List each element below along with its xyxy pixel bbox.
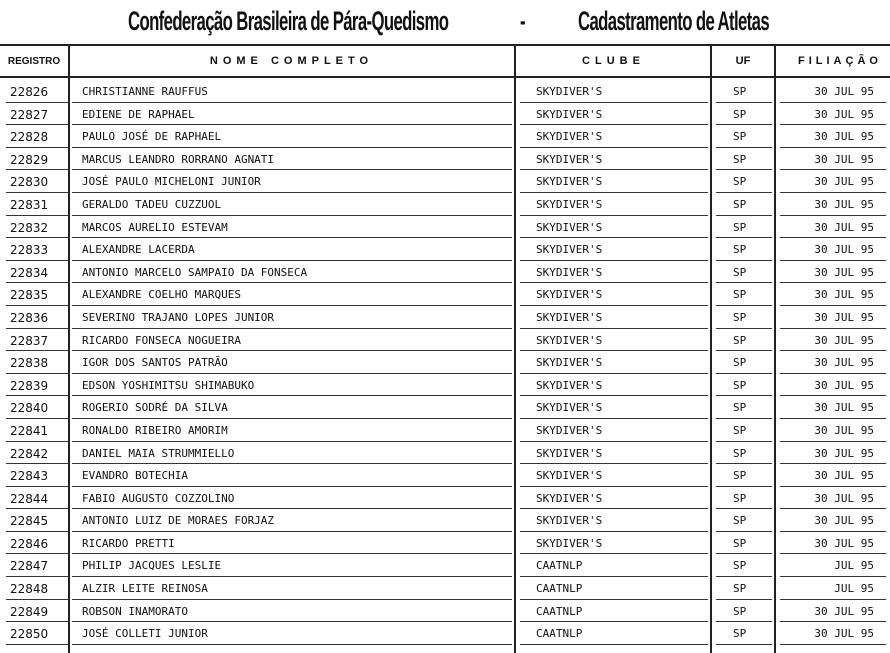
table-row <box>0 240 890 263</box>
title-subject: Cadastramento de Atletas <box>578 6 770 36</box>
filiacao-cell: JUL 95 <box>834 559 874 573</box>
underline-rule <box>780 599 886 600</box>
filiacao-cell: 30 JUL 95 <box>814 604 874 618</box>
underline-rule <box>6 599 68 600</box>
filiacao-cell: 30 JUL 95 <box>814 423 874 437</box>
athlete-list <box>0 82 890 647</box>
table-row <box>0 398 890 421</box>
registro-cell: 22848 <box>10 582 49 597</box>
header-clube: CLUBE <box>582 55 645 67</box>
underline-rule <box>716 237 772 238</box>
clube-cell: CAATNLP <box>536 604 583 618</box>
underline-rule <box>780 395 886 396</box>
table-row <box>0 556 890 579</box>
underline-rule <box>6 576 68 577</box>
clube-cell: SKYDIVER'S <box>536 310 603 324</box>
underline-rule <box>520 282 708 283</box>
underline-rule <box>520 395 708 396</box>
underline-rule <box>716 441 772 442</box>
underline-rule <box>780 553 886 554</box>
underline-rule <box>72 644 512 645</box>
uf-cell: SP <box>733 356 747 370</box>
filiacao-cell: 30 JUL 95 <box>814 107 874 121</box>
underline-rule <box>716 192 772 193</box>
underline-rule <box>716 621 772 622</box>
underline-rule <box>72 621 512 622</box>
underline-rule <box>780 418 886 419</box>
nome-cell: RONALDO RIBEIRO AMORIM <box>82 423 228 437</box>
table-row <box>0 444 890 467</box>
underline-rule <box>6 124 68 125</box>
filiacao-cell: 30 JUL 95 <box>814 197 874 211</box>
filiacao-cell: 30 JUL 95 <box>814 514 874 528</box>
underline-rule <box>6 237 68 238</box>
underline-rule <box>6 441 68 442</box>
nome-cell: PAULO JOSÉ DE RAPHAEL <box>82 130 222 144</box>
underline-rule <box>780 215 886 216</box>
underline-rule <box>780 328 886 329</box>
uf-cell: SP <box>733 333 747 347</box>
underline-rule <box>72 508 512 509</box>
underline-rule <box>72 169 512 170</box>
nome-cell: IGOR DOS SANTOS PATRÃO <box>82 356 228 370</box>
table-row <box>0 331 890 354</box>
clube-cell: SKYDIVER'S <box>536 401 603 415</box>
registro-cell: 22830 <box>10 175 49 190</box>
underline-rule <box>6 373 68 374</box>
underline-rule <box>716 328 772 329</box>
uf-cell: SP <box>733 582 747 596</box>
underline-rule <box>716 395 772 396</box>
nome-cell: ALZIR LEITE REINOSA <box>82 582 208 596</box>
underline-rule <box>716 215 772 216</box>
clube-cell: SKYDIVER'S <box>536 220 603 234</box>
underline-rule <box>716 508 772 509</box>
registro-cell: 22839 <box>10 378 49 393</box>
underline-rule <box>520 531 708 532</box>
registro-cell: 22836 <box>10 310 49 325</box>
uf-cell: SP <box>733 130 747 144</box>
underline-rule <box>520 418 708 419</box>
underline-rule <box>520 508 708 509</box>
underline-rule <box>520 373 708 374</box>
underline-rule <box>780 350 886 351</box>
underline-rule <box>716 102 772 103</box>
uf-cell: SP <box>733 491 747 505</box>
underline-rule <box>72 124 512 125</box>
table-row <box>0 127 890 150</box>
filiacao-cell: 30 JUL 95 <box>814 130 874 144</box>
clube-cell: SKYDIVER'S <box>536 536 603 550</box>
registro-cell: 22846 <box>10 536 49 551</box>
uf-cell: SP <box>733 265 747 279</box>
clube-cell: SKYDIVER'S <box>536 514 603 528</box>
table-row <box>0 105 890 128</box>
clube-cell: SKYDIVER'S <box>536 107 603 121</box>
registro-cell: 22840 <box>10 401 49 416</box>
underline-rule <box>780 576 886 577</box>
uf-cell: SP <box>733 627 747 641</box>
table-row <box>0 195 890 218</box>
underline-rule <box>716 305 772 306</box>
clube-cell: SKYDIVER'S <box>536 333 603 347</box>
underline-rule <box>72 237 512 238</box>
registro-cell: 22837 <box>10 333 49 348</box>
clube-cell: SKYDIVER'S <box>536 265 603 279</box>
table-row <box>0 172 890 195</box>
underline-rule <box>6 486 68 487</box>
table-row <box>0 489 890 512</box>
uf-cell: SP <box>733 469 747 483</box>
uf-cell: SP <box>733 220 747 234</box>
clube-cell: SKYDIVER'S <box>536 423 603 437</box>
filiacao-cell: 30 JUL 95 <box>814 356 874 370</box>
underline-rule <box>716 169 772 170</box>
underline-rule <box>716 147 772 148</box>
registro-cell: 22835 <box>10 288 49 303</box>
underline-rule <box>72 350 512 351</box>
header-filiacao: FILIAÇÃO <box>798 55 882 67</box>
filiacao-cell: 30 JUL 95 <box>814 491 874 505</box>
underline-rule <box>520 147 708 148</box>
underline-rule <box>72 102 512 103</box>
nome-cell: ANTONIO LUIZ DE MORAES FORJAZ <box>82 514 275 528</box>
nome-cell: EDSON YOSHIMITSU SHIMABUKO <box>82 378 255 392</box>
table-header <box>0 44 890 78</box>
underline-rule <box>72 328 512 329</box>
clube-cell: SKYDIVER'S <box>536 446 603 460</box>
underline-rule <box>6 553 68 554</box>
underline-rule <box>72 441 512 442</box>
underline-rule <box>716 576 772 577</box>
nome-cell: ANTONIO MARCELO SAMPAIO DA FONSECA <box>82 265 308 279</box>
registro-cell: 22850 <box>10 627 49 642</box>
underline-rule <box>780 102 886 103</box>
clube-cell: CAATNLP <box>536 627 583 641</box>
table-row <box>0 263 890 286</box>
nome-cell: CHRISTIANNE RAUFFUS <box>82 85 208 98</box>
registro-cell: 22828 <box>10 130 49 145</box>
underline-rule <box>716 350 772 351</box>
registro-cell: 22842 <box>10 446 49 461</box>
underline-rule <box>520 599 708 600</box>
underline-rule <box>780 508 886 509</box>
underline-rule <box>780 260 886 261</box>
underline-rule <box>520 463 708 464</box>
underline-rule <box>72 305 512 306</box>
underline-rule <box>72 531 512 532</box>
table-row <box>0 150 890 173</box>
nome-cell: GERALDO TADEU CUZZUOL <box>82 197 222 211</box>
underline-rule <box>780 373 886 374</box>
underline-rule <box>72 373 512 374</box>
uf-cell: SP <box>733 175 747 189</box>
title-organization: Confederação Brasileira de Pára-Quedismo <box>128 6 449 36</box>
registro-cell: 22838 <box>10 356 49 371</box>
underline-rule <box>716 599 772 600</box>
underline-rule <box>72 463 512 464</box>
underline-rule <box>780 169 886 170</box>
underline-rule <box>6 508 68 509</box>
underline-rule <box>716 373 772 374</box>
nome-cell: RICARDO PRETTI <box>82 536 175 550</box>
underline-rule <box>780 147 886 148</box>
table-row <box>0 376 890 399</box>
underline-rule <box>6 621 68 622</box>
filiacao-cell: JUL 95 <box>834 582 874 596</box>
underline-rule <box>716 260 772 261</box>
uf-cell: SP <box>733 288 747 302</box>
underline-rule <box>716 418 772 419</box>
uf-cell: SP <box>733 446 747 460</box>
uf-cell: SP <box>733 401 747 415</box>
underline-rule <box>72 486 512 487</box>
clube-cell: SKYDIVER'S <box>536 130 603 144</box>
clube-cell: SKYDIVER'S <box>536 85 603 98</box>
uf-cell: SP <box>733 152 747 166</box>
underline-rule <box>6 395 68 396</box>
underline-rule <box>6 644 68 645</box>
underline-rule <box>520 350 708 351</box>
underline-rule <box>716 124 772 125</box>
underline-rule <box>6 531 68 532</box>
underline-rule <box>520 644 708 645</box>
underline-rule <box>520 237 708 238</box>
table-row <box>0 285 890 308</box>
registro-cell: 22832 <box>10 220 49 235</box>
clube-cell: SKYDIVER'S <box>536 469 603 483</box>
underline-rule <box>72 215 512 216</box>
table-row <box>0 602 890 625</box>
underline-rule <box>72 418 512 419</box>
underline-rule <box>72 395 512 396</box>
table-row <box>0 624 890 647</box>
clube-cell: CAATNLP <box>536 582 583 596</box>
uf-cell: SP <box>733 604 747 618</box>
registro-cell: 22834 <box>10 265 49 280</box>
underline-rule <box>780 237 886 238</box>
uf-cell: SP <box>733 85 747 98</box>
uf-cell: SP <box>733 243 747 257</box>
nome-cell: JOSÉ PAULO MICHELONI JUNIOR <box>82 175 261 189</box>
header-uf: UF <box>735 55 751 67</box>
clube-cell: SKYDIVER'S <box>536 378 603 392</box>
underline-rule <box>716 463 772 464</box>
table-row <box>0 421 890 444</box>
filiacao-cell: 30 JUL 95 <box>814 175 874 189</box>
header-registro: REGISTRO <box>7 55 61 67</box>
filiacao-cell: 30 JUL 95 <box>814 536 874 550</box>
underline-rule <box>6 305 68 306</box>
underline-rule <box>780 192 886 193</box>
underline-rule <box>520 215 708 216</box>
underline-rule <box>780 621 886 622</box>
clube-cell: SKYDIVER'S <box>536 175 603 189</box>
underline-rule <box>72 553 512 554</box>
underline-rule <box>6 147 68 148</box>
registro-cell: 22847 <box>10 559 49 574</box>
nome-cell: EDIENE DE RAPHAEL <box>82 107 195 121</box>
filiacao-cell: 30 JUL 95 <box>814 378 874 392</box>
underline-rule <box>520 305 708 306</box>
header-nome: NOME COMPLETO <box>209 55 374 67</box>
document-title <box>0 0 890 44</box>
filiacao-cell: 30 JUL 95 <box>814 265 874 279</box>
filiacao-cell: 30 JUL 95 <box>814 627 874 641</box>
filiacao-cell: 30 JUL 95 <box>814 310 874 324</box>
underline-rule <box>6 328 68 329</box>
nome-cell: ALEXANDRE LACERDA <box>82 243 195 257</box>
uf-cell: SP <box>733 107 747 121</box>
filiacao-cell: 30 JUL 95 <box>814 288 874 302</box>
underline-rule <box>780 463 886 464</box>
underline-rule <box>716 282 772 283</box>
underline-rule <box>72 147 512 148</box>
registro-cell: 22841 <box>10 423 49 438</box>
registro-cell: 22829 <box>10 152 49 167</box>
nome-cell: FABIO AUGUSTO COZZOLINO <box>82 491 235 505</box>
registro-cell: 22827 <box>10 107 49 122</box>
clube-cell: SKYDIVER'S <box>536 243 603 257</box>
underline-rule <box>6 260 68 261</box>
underline-rule <box>780 282 886 283</box>
filiacao-cell: 30 JUL 95 <box>814 243 874 257</box>
nome-cell: PHILIP JACQUES LESLIE <box>82 559 222 573</box>
underline-rule <box>6 215 68 216</box>
underline-rule <box>72 599 512 600</box>
underline-rule <box>716 486 772 487</box>
underline-rule <box>6 169 68 170</box>
table-row <box>0 511 890 534</box>
registro-cell: 22826 <box>10 85 49 99</box>
underline-rule <box>520 621 708 622</box>
table-row <box>0 82 890 105</box>
uf-cell: SP <box>733 310 747 324</box>
table-row <box>0 466 890 489</box>
table-row <box>0 534 890 557</box>
nome-cell: ROBSON INAMORATO <box>82 604 188 618</box>
underline-rule <box>6 463 68 464</box>
underline-rule <box>6 282 68 283</box>
filiacao-cell: 30 JUL 95 <box>814 446 874 460</box>
table-row <box>0 218 890 241</box>
uf-cell: SP <box>733 514 747 528</box>
nome-cell: ROGERIO SODRÉ DA SILVA <box>82 401 228 415</box>
filiacao-cell: 30 JUL 95 <box>814 85 874 98</box>
table-row <box>0 308 890 331</box>
underline-rule <box>6 102 68 103</box>
nome-cell: ALEXANDRE COELHO MARQUES <box>82 288 241 302</box>
registro-cell: 22833 <box>10 243 49 258</box>
nome-cell: SEVERINO TRAJANO LOPES JUNIOR <box>82 310 275 324</box>
underline-rule <box>520 441 708 442</box>
underline-rule <box>780 305 886 306</box>
filiacao-cell: 30 JUL 95 <box>814 220 874 234</box>
underline-rule <box>6 192 68 193</box>
underline-rule <box>780 441 886 442</box>
table-row <box>0 353 890 376</box>
underline-rule <box>72 192 512 193</box>
underline-rule <box>72 260 512 261</box>
nome-cell: RICARDO FONSECA NOGUEIRA <box>82 333 241 347</box>
underline-rule <box>716 644 772 645</box>
underline-rule <box>520 192 708 193</box>
underline-rule <box>716 531 772 532</box>
underline-rule <box>72 282 512 283</box>
registro-cell: 22845 <box>10 514 49 529</box>
clube-cell: SKYDIVER'S <box>536 491 603 505</box>
underline-rule <box>520 169 708 170</box>
clube-cell: SKYDIVER'S <box>536 152 603 166</box>
underline-rule <box>520 102 708 103</box>
registro-cell: 22843 <box>10 469 49 484</box>
uf-cell: SP <box>733 559 747 573</box>
underline-rule <box>520 328 708 329</box>
filiacao-cell: 30 JUL 95 <box>814 469 874 483</box>
nome-cell: EVANDRO BOTECHIA <box>82 469 188 483</box>
title-separator: - <box>520 6 525 36</box>
registro-cell: 22849 <box>10 604 49 619</box>
clube-cell: SKYDIVER'S <box>536 288 603 302</box>
underline-rule <box>780 486 886 487</box>
nome-cell: DANIEL MAIA STRUMMIELLO <box>82 446 235 460</box>
clube-cell: SKYDIVER'S <box>536 356 603 370</box>
clube-cell: CAATNLP <box>536 559 583 573</box>
uf-cell: SP <box>733 197 747 211</box>
registro-cell: 22844 <box>10 491 49 506</box>
underline-rule <box>780 644 886 645</box>
nome-cell: MARCOS AURELIO ESTEVAM <box>82 220 228 234</box>
table-row <box>0 579 890 602</box>
underline-rule <box>520 553 708 554</box>
uf-cell: SP <box>733 536 747 550</box>
nome-cell: MARCUS LEANDRO RORRANO AGNATI <box>82 152 275 166</box>
underline-rule <box>780 124 886 125</box>
uf-cell: SP <box>733 378 747 392</box>
underline-rule <box>520 260 708 261</box>
underline-rule <box>6 418 68 419</box>
underline-rule <box>780 531 886 532</box>
nome-cell: JOSÉ COLLETI JUNIOR <box>82 627 208 641</box>
underline-rule <box>6 350 68 351</box>
filiacao-cell: 30 JUL 95 <box>814 333 874 347</box>
uf-cell: SP <box>733 423 747 437</box>
registro-cell: 22831 <box>10 197 49 212</box>
underline-rule <box>520 486 708 487</box>
filiacao-cell: 30 JUL 95 <box>814 401 874 415</box>
clube-cell: SKYDIVER'S <box>536 197 603 211</box>
underline-rule <box>520 124 708 125</box>
filiacao-cell: 30 JUL 95 <box>814 152 874 166</box>
underline-rule <box>716 553 772 554</box>
underline-rule <box>72 576 512 577</box>
underline-rule <box>520 576 708 577</box>
